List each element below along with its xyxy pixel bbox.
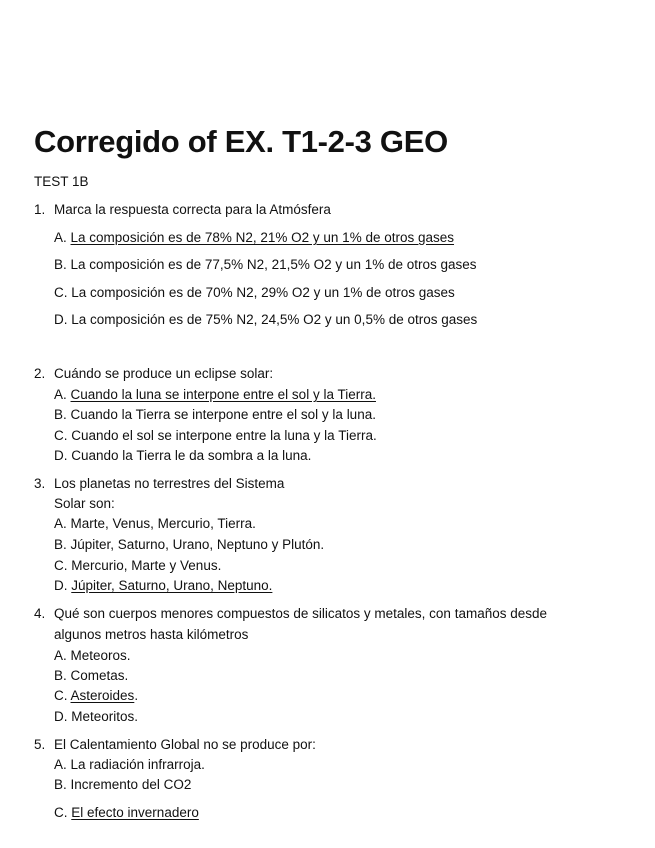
option-a	[54, 516, 256, 531]
option-text: Marte, Venus, Mercurio, Tierra.	[70, 516, 256, 531]
question-text: Los planetas no terrestres del Sistema	[54, 476, 285, 491]
option-text: Mercurio, Marte y Venus.	[71, 558, 222, 573]
option-d	[54, 709, 138, 724]
option-letter: D.	[54, 578, 68, 593]
option-b	[54, 407, 376, 422]
question-text: Cuándo se produce un eclipse solar:	[54, 366, 274, 381]
option-letter: B.	[54, 668, 67, 683]
test-label: TEST 1B	[34, 174, 89, 189]
option-text: La radiación infrarroja.	[70, 757, 205, 772]
question-text: Qué son cuerpos menores compuestos de silicatos y metales, con tamaños desde	[54, 606, 548, 621]
question-number: 3.	[34, 476, 46, 491]
question-number: 5.	[34, 737, 46, 752]
option-text: La composición es de 75% N2, 24,5% O2 y un 0,5% de otros gases	[71, 312, 478, 327]
page-title: Corregido of EX. T1-2-3 GEO	[34, 124, 448, 159]
option-letter: B.	[54, 537, 67, 552]
option-text: La composición es de 77,5% N2, 21,5% O2 y un 1% de otros gases	[70, 257, 477, 272]
option-text: Júpiter, Saturno, Urano, Neptuno y Plutón.	[70, 537, 325, 552]
option-d	[54, 578, 272, 593]
question-text: El Calentamiento Global no se produce por:	[54, 737, 316, 752]
option-c	[54, 688, 138, 703]
option-letter: C.	[54, 688, 68, 703]
option-letter: B.	[54, 407, 67, 422]
option-d	[54, 448, 311, 463]
option-text: Meteoritos.	[71, 709, 139, 724]
question-text: Marca la respuesta correcta para la Atmósfera	[54, 202, 331, 217]
option-a	[54, 387, 376, 402]
option-letter: C.	[54, 558, 68, 573]
option-letter: C.	[54, 285, 68, 300]
option-b	[54, 668, 128, 683]
option-d	[54, 312, 477, 327]
option-letter: C.	[54, 805, 68, 820]
option-text-correct: Júpiter, Saturno, Urano, Neptuno.	[71, 578, 273, 593]
option-text: Cometas.	[70, 668, 129, 683]
option-letter: D.	[54, 312, 68, 327]
option-suffix: .	[134, 688, 139, 703]
option-a	[54, 648, 131, 663]
option-c	[54, 558, 221, 573]
option-letter: A.	[54, 516, 67, 531]
option-text-correct: El efecto invernadero	[71, 805, 199, 820]
option-text: Meteoros.	[70, 648, 131, 663]
option-letter: D.	[54, 709, 68, 724]
option-b	[54, 537, 324, 552]
option-text: Cuando el sol se interpone entre la luna y la Tierra.	[71, 428, 377, 443]
option-c	[54, 805, 199, 820]
option-letter: D.	[54, 448, 68, 463]
option-letter: A.	[54, 387, 67, 402]
option-b	[54, 257, 477, 272]
option-letter: A.	[54, 230, 67, 245]
question-text-line2: Solar son:	[54, 496, 115, 511]
option-letter: A.	[54, 757, 67, 772]
question-number: 4.	[34, 606, 46, 621]
question-text-line2: algunos metros hasta kilómetros	[54, 627, 249, 642]
option-text: La composición es de 70% N2, 29% O2 y un 1% de otros gases	[71, 285, 455, 300]
option-text: Cuando la Tierra se interpone entre el sol y la luna.	[70, 407, 376, 422]
option-text-correct: Asteroides	[70, 688, 135, 703]
option-b	[54, 777, 191, 792]
option-c	[54, 428, 377, 443]
option-a	[54, 757, 205, 772]
option-c	[54, 285, 455, 300]
option-text-correct: La composición es de 78% N2, 21% O2 y un 1% de otros gases	[70, 230, 455, 245]
option-text-correct: Cuando la luna se interpone entre el sol y la Tierra.	[70, 387, 376, 402]
option-letter: B.	[54, 777, 67, 792]
option-text: Incremento del CO2	[70, 777, 192, 792]
option-a	[54, 230, 454, 245]
option-letter: B.	[54, 257, 67, 272]
question-number: 1.	[34, 202, 46, 217]
option-letter: A.	[54, 648, 67, 663]
question-number: 2.	[34, 366, 46, 381]
option-text: Cuando la Tierra le da sombra a la luna.	[71, 448, 312, 463]
option-letter: C.	[54, 428, 68, 443]
